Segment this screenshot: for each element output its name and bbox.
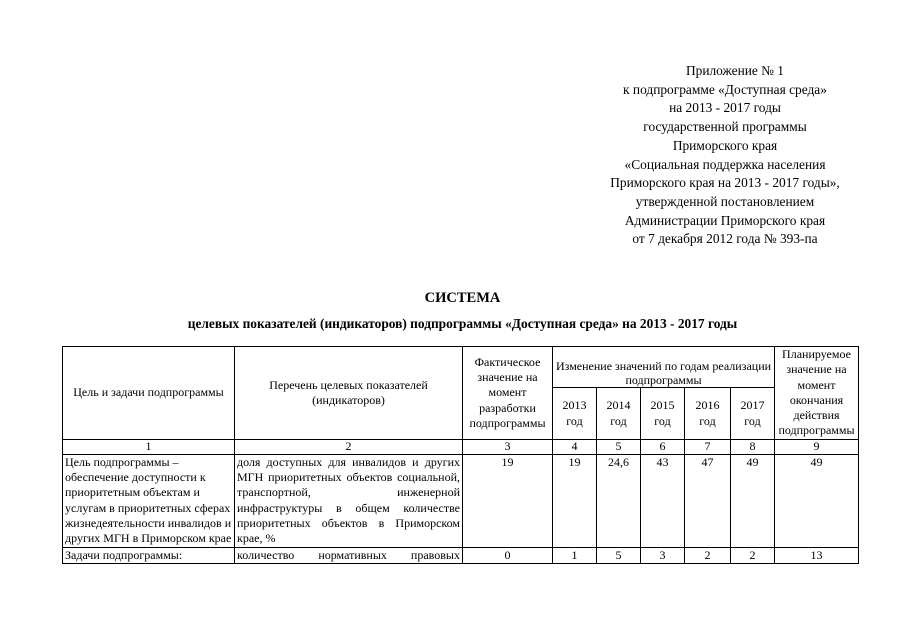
appendix-line: государственной программы	[643, 119, 807, 135]
column-number-row	[63, 439, 859, 454]
indicator-cell: доля доступных для инвалидов и других МГН приоритетных объектов социальной, транспортной, инженерной инфраструктуры в общем количестве приоритетных объектов в Приморском крае, %	[235, 454, 463, 547]
header-goal: Цель и задачи подпрограммы	[63, 347, 235, 440]
header-change: Изменение значений по годам реализации подпрограммы	[553, 347, 775, 388]
year-value-cell: 47	[685, 454, 731, 547]
appendix-line: Приморского края на 2013 - 2017 годы»,	[610, 175, 840, 191]
year-value-cell: 49	[731, 454, 775, 547]
header-year: 2015 год	[641, 387, 685, 439]
year-value-cell: 1	[553, 547, 597, 563]
appendix-line: Администрации Приморского края	[624, 212, 826, 228]
appendix-line: Приморского края	[672, 137, 778, 153]
column-number: 3	[463, 439, 553, 454]
document-subtitle: целевых показателей (индикаторов) подпрограммы «Доступная среда» на 2013 - 2017 годы	[187, 316, 738, 331]
appendix-line: «Социальная поддержка населения	[624, 156, 826, 172]
column-number: 2	[235, 439, 463, 454]
planned-value-cell: 13	[775, 547, 859, 563]
appendix-line: утвержденной постановлением	[635, 193, 815, 209]
appendix-header	[560, 62, 890, 249]
actual-value-cell: 19	[463, 454, 553, 547]
table-row	[63, 547, 859, 563]
year-value-cell: 2	[685, 547, 731, 563]
indicators-table	[62, 346, 859, 564]
appendix-line: от 7 декабря 2012 года № 393-па	[632, 231, 818, 247]
actual-value-cell: 0	[463, 547, 553, 563]
goal-cell: Цель подпрограммы – обеспечение доступности к приоритетным объектам и услугам в приоритетных сферах жизнедеятельности инвалидов и других МГН в Приморском крае	[63, 454, 235, 547]
year-value-cell: 3	[641, 547, 685, 563]
year-value-cell: 43	[641, 454, 685, 547]
header-planned: Планируемое значение на момент окончания действия подпрограммы	[775, 347, 859, 440]
table-row	[63, 454, 859, 547]
year-value-cell: 5	[597, 547, 641, 563]
column-number: 5	[597, 439, 641, 454]
header-year: 2017 год	[731, 387, 775, 439]
document-title: СИСТЕМА	[424, 290, 501, 306]
header-year: 2013 год	[553, 387, 597, 439]
column-number: 8	[731, 439, 775, 454]
planned-value-cell: 49	[775, 454, 859, 547]
year-value-cell: 24,6	[597, 454, 641, 547]
appendix-line: к подпрограмме «Доступная среда»	[623, 81, 827, 97]
header-year: 2016 год	[685, 387, 731, 439]
column-number: 9	[775, 439, 859, 454]
year-value-cell: 19	[553, 454, 597, 547]
appendix-line: на 2013 - 2017 годы	[669, 100, 781, 116]
appendix-line: Приложение № 1	[685, 63, 785, 78]
indicator-cell: количество нормативных правовых	[235, 547, 463, 563]
column-number: 4	[553, 439, 597, 454]
year-value-cell: 2	[731, 547, 775, 563]
column-number: 7	[685, 439, 731, 454]
header-indicators: Перечень целевых показателей (индикаторов)	[235, 347, 463, 440]
column-number: 1	[63, 439, 235, 454]
header-actual: Фактическое значение на момент разработки подпрограммы	[463, 347, 553, 440]
column-number: 6	[641, 439, 685, 454]
header-year: 2014 год	[597, 387, 641, 439]
goal-cell: Задачи подпрограммы:	[63, 547, 235, 563]
